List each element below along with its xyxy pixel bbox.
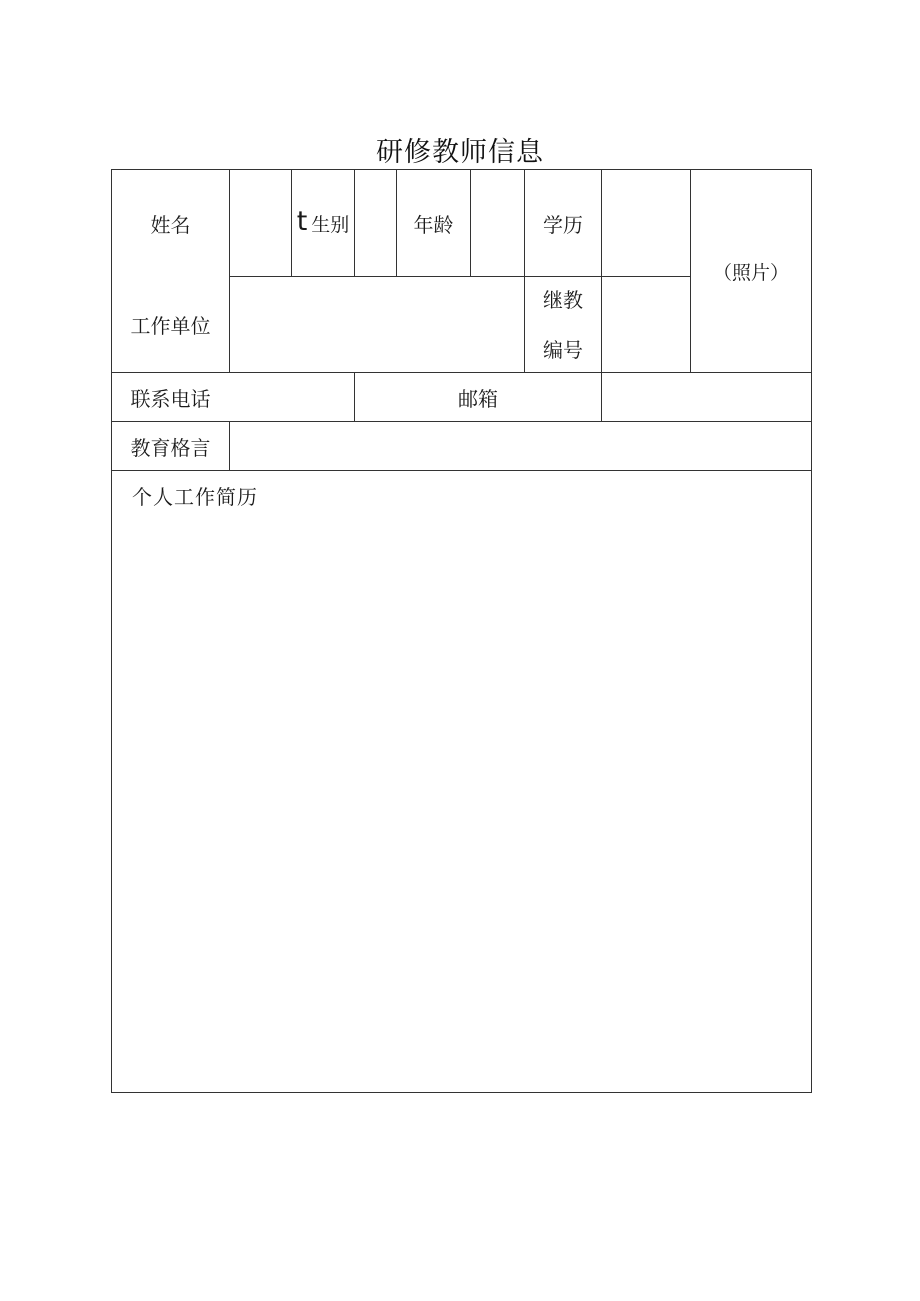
work-unit-field[interactable] [230,277,524,372]
resume-label: 个人工作简历 [132,485,258,509]
age-field[interactable] [471,170,524,276]
name-field[interactable] [230,170,291,276]
name-label: 姓名 [150,212,191,237]
phone-label: 联系电话 [130,386,211,411]
gender-label: 生别 [311,213,350,236]
divider [112,470,811,471]
work-unit-label: 工作单位 [130,314,211,338]
motto-field[interactable] [230,422,811,470]
gender-marker: t [296,205,308,237]
teacher-info-form [111,169,812,1093]
cont-edu-label-line1: 继教 [543,287,583,312]
phone-field[interactable] [230,373,354,421]
motto-label: 教育格言 [130,435,211,460]
cont-edu-label [525,277,601,372]
photo-placeholder[interactable]: （照片） [712,261,789,284]
resume-field[interactable] [112,515,811,1091]
email-field[interactable] [602,373,811,421]
cont-edu-label-line2: 编号 [543,337,583,362]
education-field[interactable] [602,170,690,276]
age-label: 年龄 [413,212,454,237]
gender-label-cell [292,170,354,276]
gender-field[interactable] [355,170,396,276]
education-label: 学历 [543,212,583,237]
email-label: 邮箱 [458,386,498,411]
cont-edu-field[interactable] [602,277,690,372]
page-title: 研修教师信息 [376,137,544,168]
